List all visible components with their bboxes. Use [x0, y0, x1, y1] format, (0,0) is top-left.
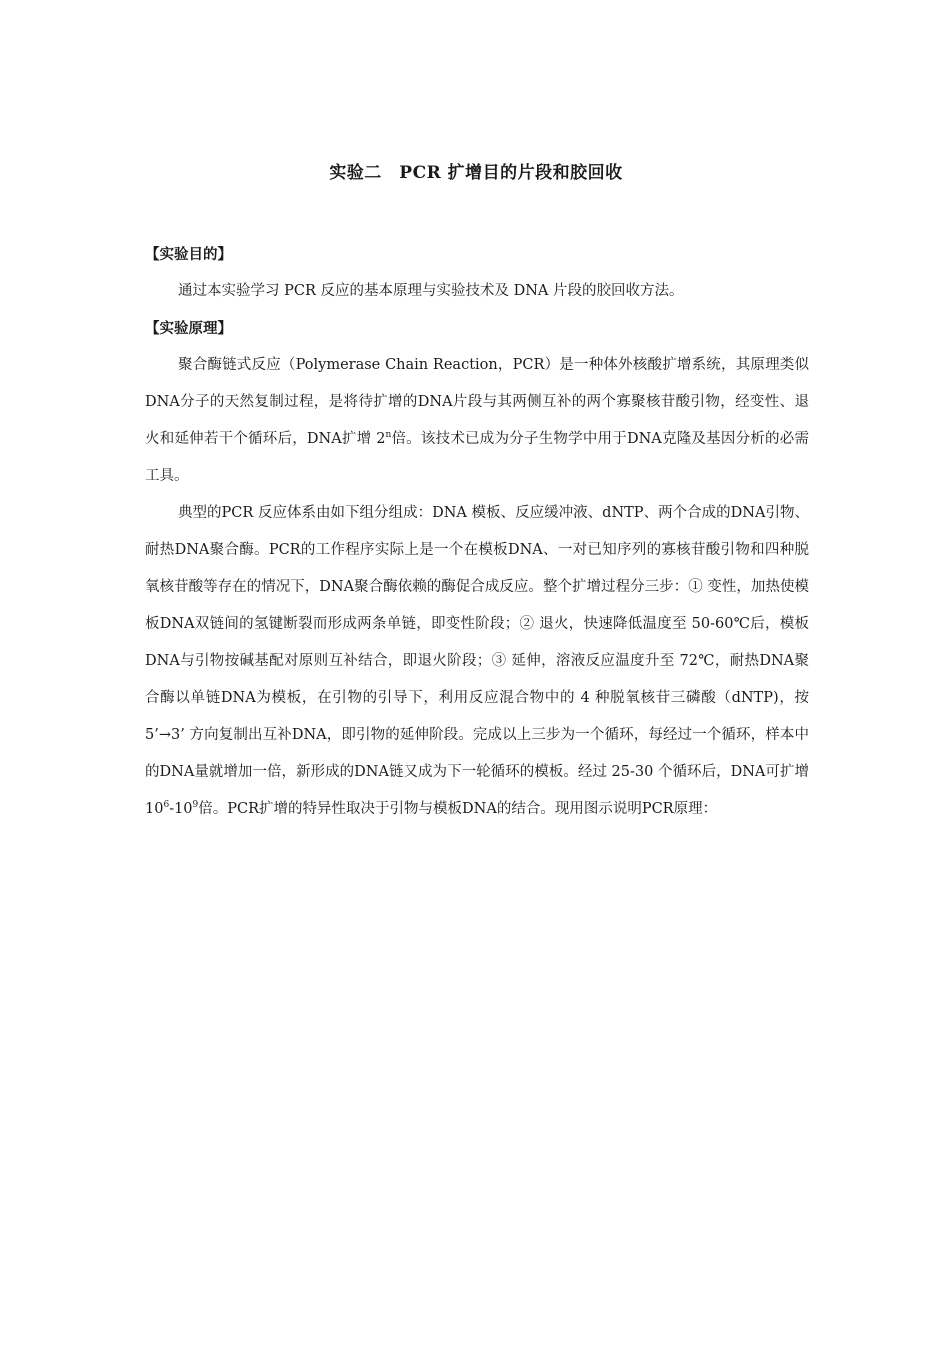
principle-paragraph-1	[145, 347, 809, 495]
principle-p2-text-a: 典型的PCR 反应体系由如下组分组成：DNA 模板、反应缓冲液、dNTP、两个合成的DNA引物、耐热DNA聚合酶。PCR的工作程序实际上是一个在模板DNA、一对已知序列的寡核苷酸引物和四种脱氧核苷酸等存在的情况下，DNA聚合酶依赖的酶促合成反应。整个扩增过程分三步：① 变性，加热使模板DNA双链间的氢键断裂而形成两条单链，即变性阶段；② 退火，快速降低温度至 50-60℃后，模板DNA与引物按碱基配对原则互补结合，即退火阶段；③ 延伸，溶液反应温度升至 72℃，耐热DNA聚合酶以单链DNA为模板，在引物的引导下，利用反应混合物中的 4 种脱氧核苷三磷酸（dNTP)，按 5’→3’ 方向复制出互补DNA，即引物的延伸阶段。完成以上三步为一个循环，每经过一个循环，样本中的DNA量就增加一倍，新形成的DNA链又成为下一轮循环的模板。经过 25-30 个循环后，DNA可扩增 10	[145, 505, 809, 817]
document-body	[145, 236, 809, 828]
section-heading-principle: 【实验原理】	[145, 320, 232, 337]
principle-p1-text-b: 倍。该技术已成为分子生物学中用于DNA克隆及基因分析的必需工具。	[145, 431, 809, 484]
principle-p2-text-b: -10	[169, 801, 193, 817]
principle-p1-superscript-n: n	[385, 430, 392, 441]
page-title: 实验二 PCR 扩增目的片段和胶回收	[329, 163, 623, 183]
principle-paragraph-2	[145, 495, 809, 828]
section-heading-purpose: 【实验目的】	[145, 246, 232, 263]
principle-p2-superscript-9: 9	[192, 800, 199, 811]
purpose-paragraph: 通过本实验学习 PCR 反应的基本原理与实验技术及 DNA 片段的胶回收方法。	[178, 283, 684, 299]
principle-p2-superscript-6: 6	[163, 800, 170, 811]
principle-p1-text-a: 聚合酶链式反应（Polymerase Chain Reaction，PCR）是一种体外核酸扩增系统，其原理类似DNA分子的天然复制过程，是将待扩增的DNA片段与其两侧互补的两个寡聚核苷酸引物，经变性、退火和延伸若干个循环后，DNA扩增 2	[145, 357, 809, 447]
principle-p2-text-c: 倍。PCR扩增的特异性取决于引物与模板DNA的结合。现用图示说明PCR原理：	[198, 801, 718, 817]
